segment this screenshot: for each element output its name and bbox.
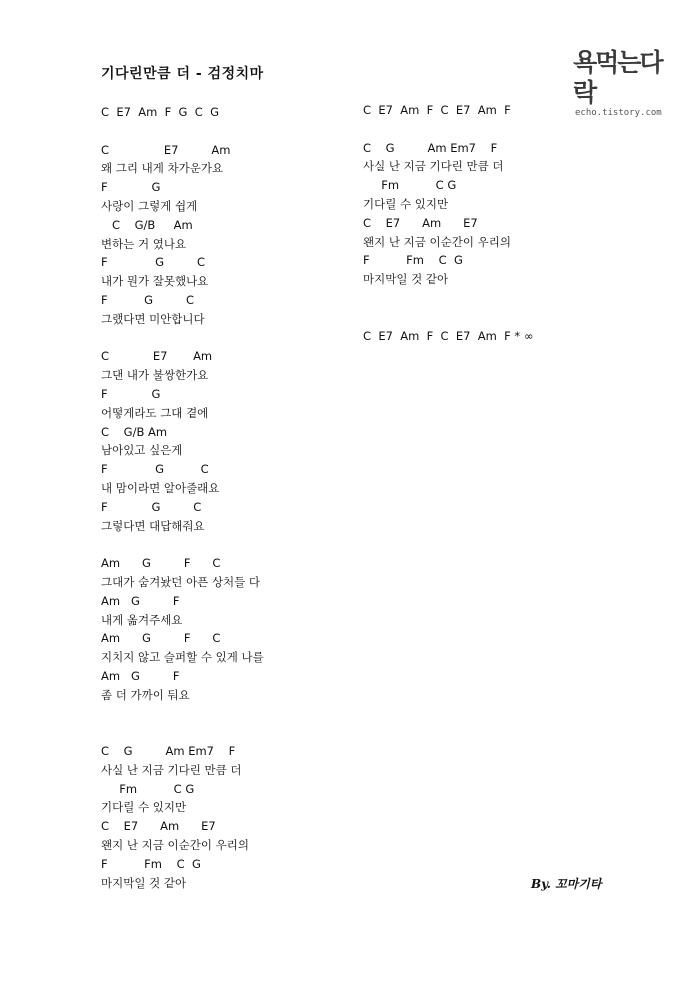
lyric-line: 남아있고 싶은게	[101, 443, 183, 458]
chord-line: Am G F C	[101, 631, 221, 646]
chord-line: Am G F C	[101, 556, 221, 571]
lyric-line: 왠지 난 지금 이순간이 우리의	[363, 234, 511, 249]
chorus	[101, 742, 361, 892]
lyric-line: 어떻게라도 그대 곁에	[101, 405, 209, 420]
logo-url: echo.tistory.com	[575, 108, 662, 118]
chord-line: Fm C G	[101, 781, 195, 796]
lyric-line: 그랬다면 미안합니다	[101, 311, 205, 326]
chord-line: C G/B Am	[101, 424, 168, 439]
lyric-line: 왜 그리 내게 차가운가요	[101, 161, 224, 176]
lyric-line: 마지막일 것 같아	[101, 875, 187, 890]
arranger-credit: By. 꼬마기타	[531, 877, 602, 891]
chord-line: F G C	[101, 255, 205, 270]
chord-line: F G C	[101, 462, 209, 477]
lyric-line: 좀 더 가까이 둬요	[101, 687, 190, 702]
lyric-line: 그댄 내가 불쌍한가요	[101, 368, 209, 383]
lyric-line: 지치지 않고 슬퍼할 수 있게 나를	[101, 650, 264, 665]
lyric-line: 사랑이 그렇게 쉽게	[101, 198, 198, 213]
chord-line: F G C	[101, 499, 202, 514]
chord-line: Fm C G	[363, 178, 457, 193]
logo-text: 욕먹는다락	[573, 48, 662, 107]
chord-line: C G/B Am	[101, 217, 193, 232]
chord-line: F Fm C G	[363, 253, 463, 268]
song-title: 기다린만큼 더 - 검정치마	[101, 66, 264, 82]
chord-line: C E7 Am E7	[363, 215, 478, 230]
lyric-line: 변하는 거 였나요	[101, 236, 187, 251]
chord-line: Am G F	[101, 593, 180, 608]
chord-line: F G	[101, 386, 161, 401]
lyric-line: 기다릴 수 있지만	[363, 196, 449, 211]
chord-line: Am G F	[101, 668, 180, 683]
chord-line: F G	[101, 180, 161, 195]
lyric-line: 사실 난 지금 기다린 만큼 더	[101, 762, 242, 777]
lyric-line: 내가 뭔가 잘못했나요	[101, 274, 209, 289]
lyric-line: 내게 옮겨주세요	[101, 612, 183, 627]
chorus-repeat	[363, 139, 623, 289]
lyric-line: 그렇다면 대답해줘요	[101, 518, 205, 533]
lyric-line: 그대가 숨겨놨던 아픈 상처들 다	[101, 574, 261, 589]
bridge	[101, 554, 361, 704]
verse-1	[101, 141, 361, 329]
intro-chords: C E7 Am F G C G	[101, 105, 220, 119]
left-column	[101, 103, 361, 892]
chord-line: C G Am Em7 F	[363, 140, 498, 155]
verse-2	[101, 347, 361, 535]
chord-line: F G C	[101, 292, 195, 307]
interlude-chords: C E7 Am F C E7 Am F	[363, 103, 511, 117]
lyric-line: 사실 난 지금 기다린 만큼 더	[363, 159, 504, 174]
lyric-line: 내 맘이라면 알아줄래요	[101, 480, 220, 495]
lyric-line: 기다릴 수 있지만	[101, 800, 187, 815]
outro-chords: C E7 Am F C E7 Am F * ∞	[363, 328, 534, 343]
lyric-line: 왠지 난 지금 이순간이 우리의	[101, 838, 249, 853]
chord-line: C E7 Am E7	[101, 819, 216, 834]
chord-line: C E7 Am	[101, 142, 231, 157]
right-column	[363, 101, 623, 345]
lyric-line: 마지막일 것 같아	[363, 272, 449, 287]
chord-line: C E7 Am	[101, 349, 213, 364]
chord-line: F Fm C G	[101, 856, 201, 871]
chord-line: C G Am Em7 F	[101, 744, 236, 759]
